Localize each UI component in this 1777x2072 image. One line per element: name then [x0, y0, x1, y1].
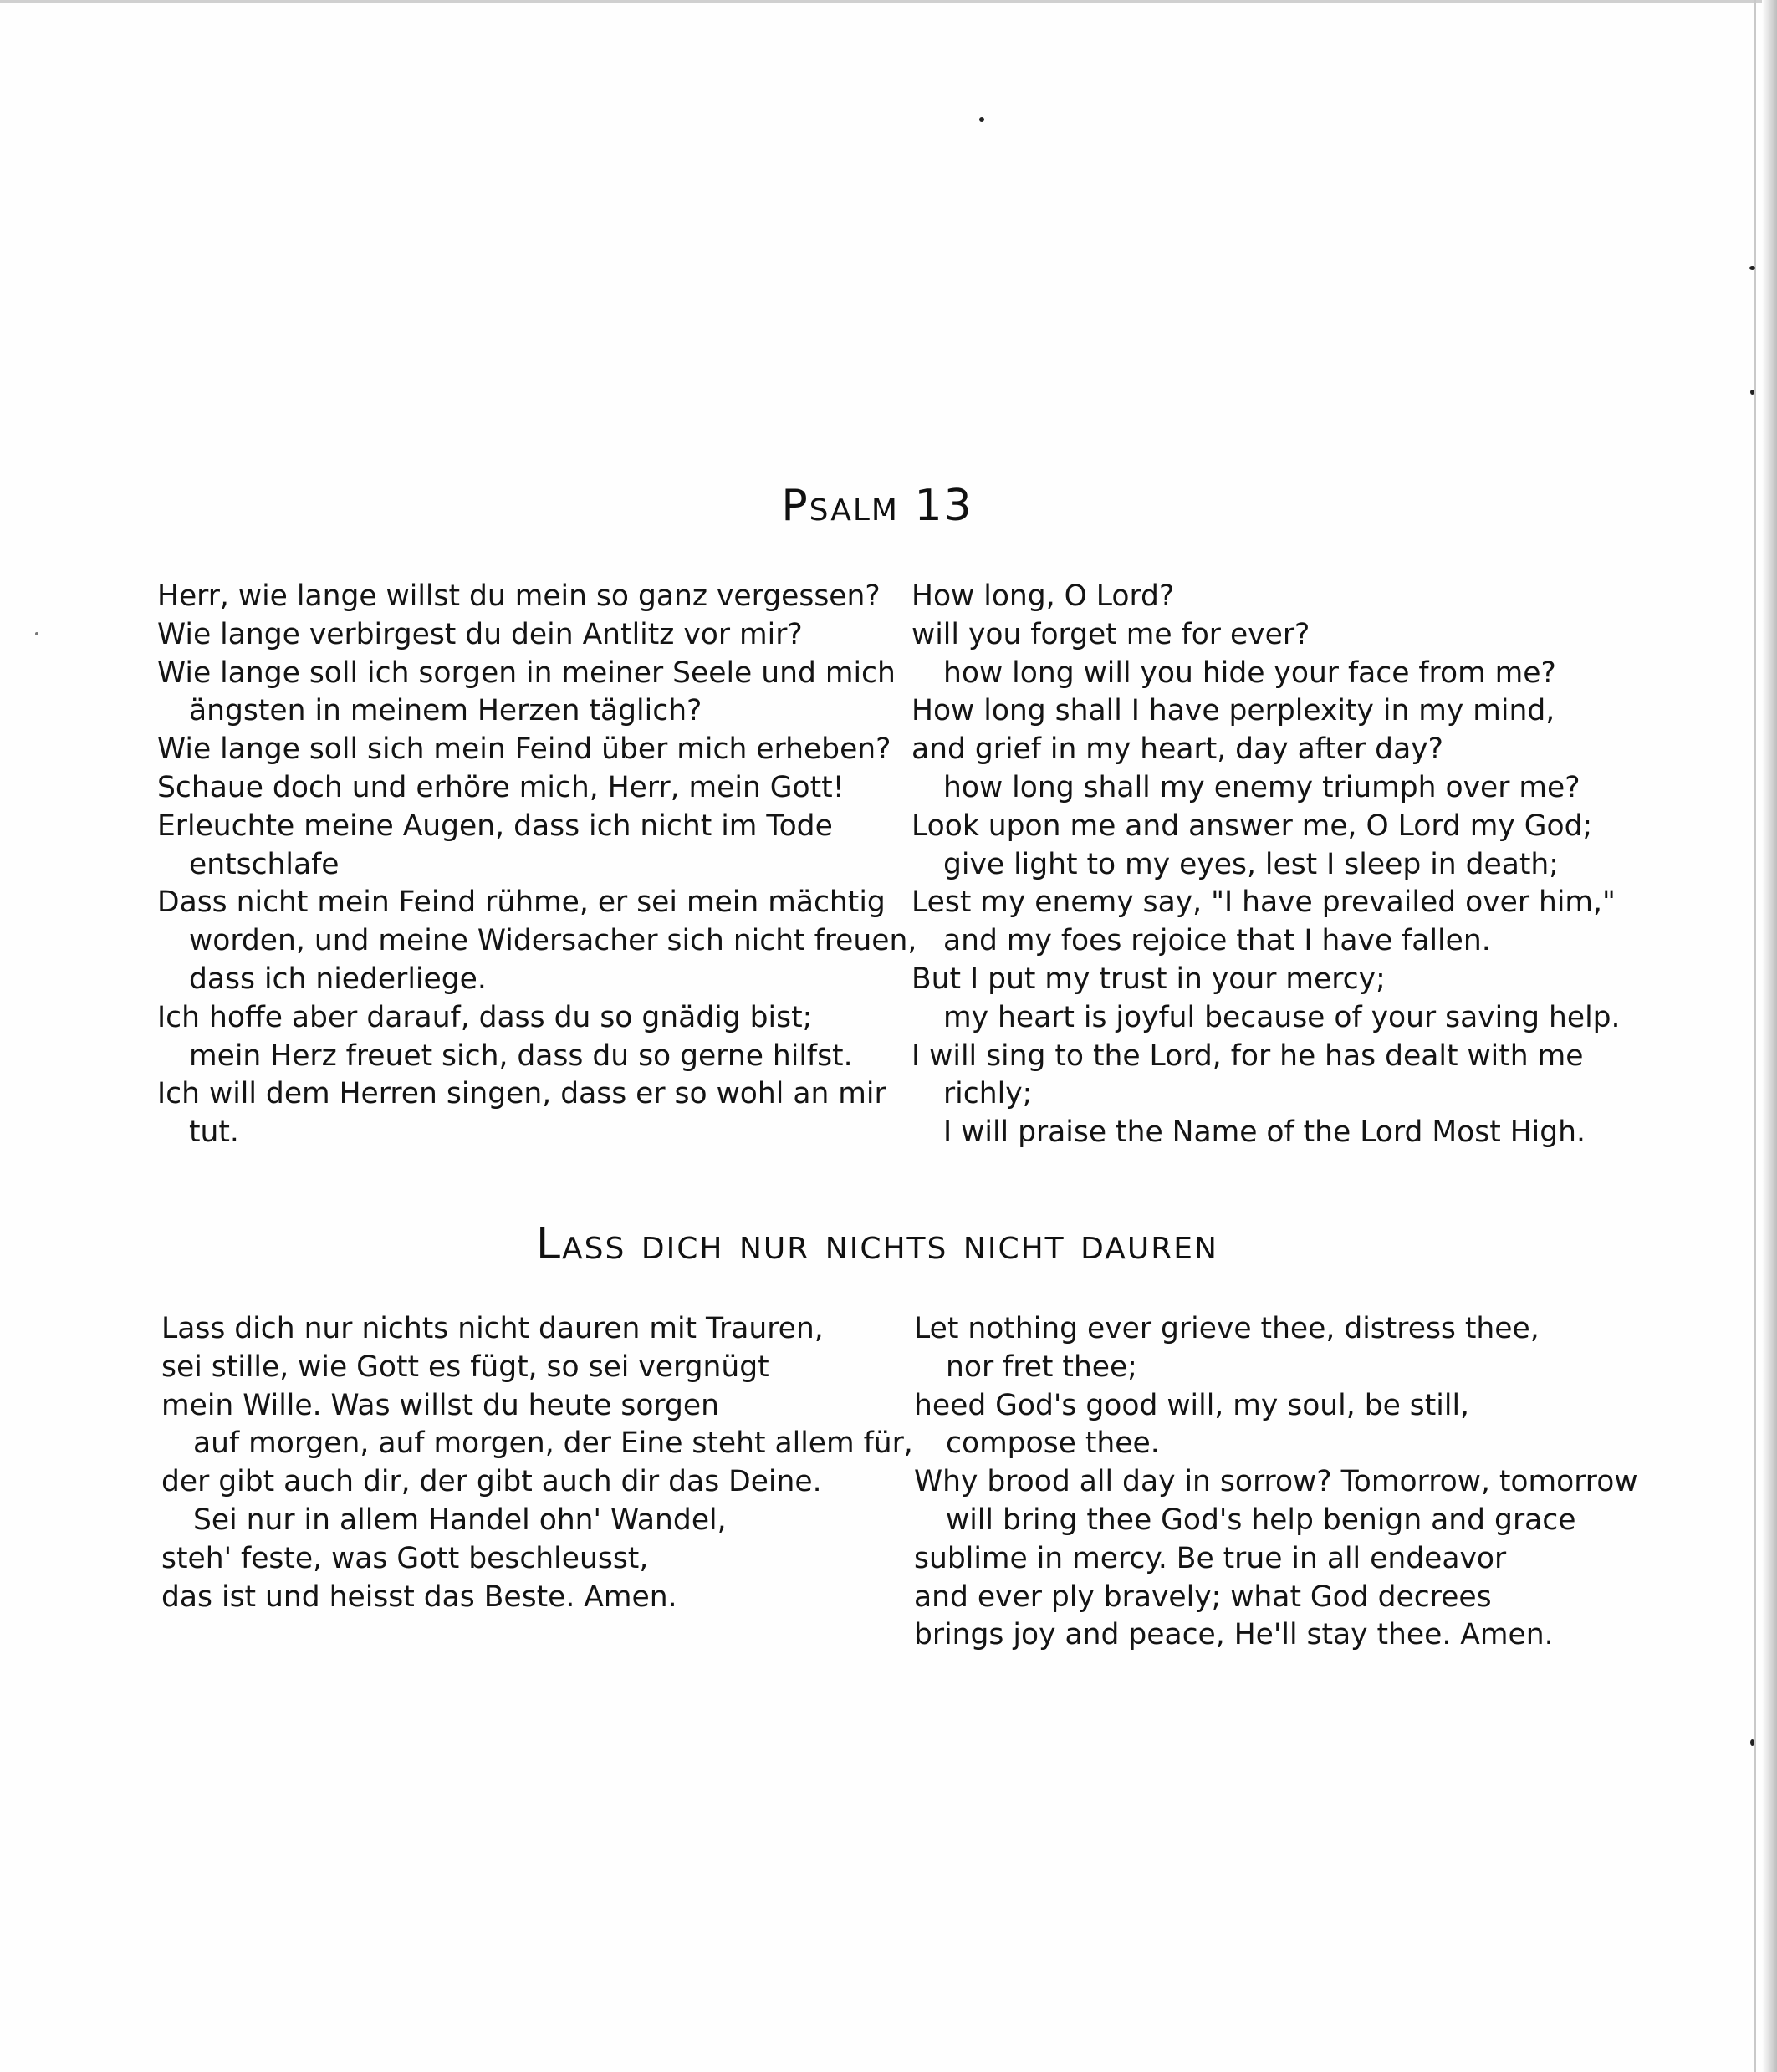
verse-line: How long shall I have perplexity in my mind, [911, 694, 1555, 728]
print-speck [1750, 1739, 1754, 1746]
verse-line: das ist und heisst das Beste. Amen. [161, 1580, 677, 1614]
verse-line: ängsten in meinem Herzen täglich? [189, 694, 702, 728]
verse-line: Schaue doch und erhöre mich, Herr, mein Gott! [157, 770, 845, 804]
verse-line: how long shall my enemy triumph over me? [943, 770, 1580, 804]
verse-line: Ich will dem Herren singen, dass er so wohl an mir [157, 1077, 886, 1111]
verse-line: and ever ply bravely; what God decrees [914, 1580, 1492, 1614]
psalm-title: Psalm 13 [781, 481, 973, 531]
verse-line: Herr, wie lange willst du mein so ganz vergessen? [157, 579, 881, 613]
verse-line: heed God's good will, my soul, be still, [914, 1388, 1470, 1422]
verse-line: Wie lange soll sich mein Feind über mich erheben? [157, 732, 891, 767]
page-edge-shadow [1762, 0, 1777, 2072]
verse-line: sei stille, wie Gott es fügt, so sei vergnügt [161, 1350, 769, 1384]
verse-line: mein Wille. Was willst du heute sorgen [161, 1388, 720, 1422]
lass-title: Lass dich nur nichts nicht dauren [536, 1219, 1218, 1269]
psalm-german-text [157, 578, 917, 1152]
verse-line: compose thee. [946, 1426, 1160, 1461]
verse-line: I will praise the Name of the Lord Most High. [943, 1115, 1586, 1150]
page-top-edge [0, 0, 1777, 3]
verse-line: how long will you hide your face from me? [943, 656, 1556, 690]
verse-line: I will sing to the Lord, for he has dealt with me [911, 1039, 1584, 1073]
verse-line: worden, und meine Widersacher sich nicht freuen, [189, 924, 917, 958]
verse-line: give light to my eyes, lest I sleep in death; [943, 847, 1559, 881]
verse-line: Lest my enemy say, "I have prevailed over him," [911, 885, 1616, 920]
verse-line: Sei nur in allem Handel ohn' Wandel, [193, 1503, 727, 1537]
verse-line: sublime in mercy. Be true in all endeavor [914, 1541, 1507, 1575]
verse-line: richly; [943, 1077, 1033, 1111]
verse-line: Ich hoffe aber darauf, dass du so gnädig bist; [157, 1000, 813, 1034]
psalm-english-text [911, 578, 1621, 1152]
verse-line: Lass dich nur nichts nicht dauren mit Trauren, [161, 1312, 824, 1345]
verse-line: brings joy and peace, He'll stay thee. Amen. [914, 1618, 1554, 1652]
verse-line: der gibt auch dir, der gibt auch dir das Deine. [161, 1465, 822, 1499]
verse-line: will you forget me for ever? [911, 617, 1310, 651]
verse-line: auf morgen, auf morgen, der Eine steht allem für, [193, 1426, 913, 1461]
print-speck [1749, 266, 1755, 270]
verse-line: tut. [189, 1115, 239, 1150]
verse-line: entschlafe [189, 847, 340, 881]
verse-line: my heart is joyful because of your saving help. [943, 1000, 1621, 1034]
verse-line: But I put my trust in your mercy; [911, 962, 1386, 996]
verse-line: dass ich niederliege. [189, 962, 487, 996]
print-speck [1750, 390, 1754, 395]
lass-english-text [914, 1310, 1638, 1655]
verse-line: and grief in my heart, day after day? [911, 732, 1443, 767]
verse-line: will bring thee God's help benign and grace [946, 1503, 1576, 1537]
verse-line: Look upon me and answer me, O Lord my God; [911, 809, 1593, 843]
verse-line: Let nothing ever grieve thee, distress thee, [914, 1312, 1540, 1345]
verse-line: Why brood all day in sorrow? Tomorrow, tomorrow [914, 1465, 1638, 1499]
print-speck [979, 117, 984, 122]
lass-german-text [161, 1310, 913, 1616]
verse-line: and my foes rejoice that I have fallen. [943, 924, 1491, 958]
verse-line: Wie lange verbirgest du dein Antlitz vor mir? [157, 617, 803, 651]
verse-line: Wie lange soll ich sorgen in meiner Seele und mich [157, 656, 896, 690]
verse-line: How long, O Lord? [911, 579, 1175, 613]
verse-line: Erleuchte meine Augen, dass ich nicht im Tode [157, 809, 833, 843]
page-fold-line [1754, 0, 1756, 2072]
verse-line: Dass nicht mein Feind rühme, er sei mein mächtig [157, 885, 886, 920]
verse-line: nor fret thee; [946, 1350, 1137, 1384]
verse-line: steh' feste, was Gott beschleusst, [161, 1541, 649, 1575]
print-speck [35, 632, 38, 635]
verse-line: mein Herz freuet sich, dass du so gerne hilfst. [189, 1039, 853, 1073]
